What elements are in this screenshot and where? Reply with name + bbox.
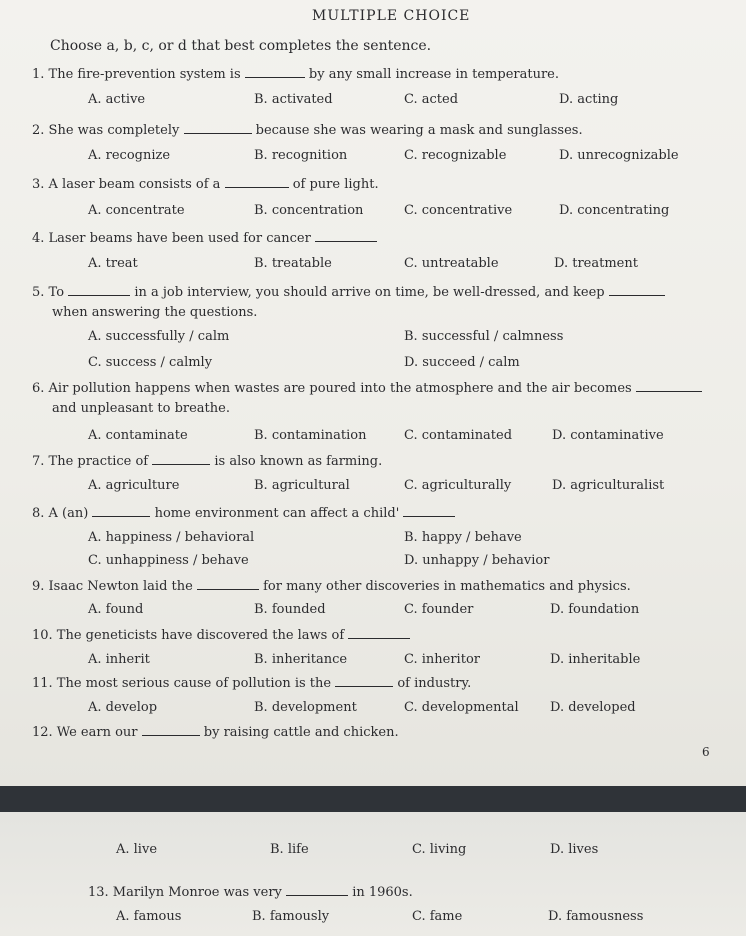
page-divider-bar (0, 786, 746, 812)
option-c[interactable]: C. inheritor (404, 652, 480, 667)
option-c[interactable]: C. founder (404, 602, 474, 617)
answer-blank[interactable] (315, 230, 377, 242)
option-d[interactable]: D. unhappy / behavior (404, 553, 550, 568)
answer-blank[interactable] (286, 884, 348, 896)
option-b[interactable]: B. founded (254, 602, 326, 617)
answer-blank[interactable] (335, 675, 393, 687)
question-11: 11. The most serious cause of pollution is the of industry. (32, 676, 472, 691)
option-d[interactable]: D. concentrating (559, 203, 670, 218)
answer-blank[interactable] (142, 724, 200, 736)
option-d[interactable]: D. succeed / calm (404, 355, 520, 370)
option-b[interactable]: B. recognition (254, 148, 348, 163)
question-1: 1. The fire-prevention system is by any small increase in temperature. (32, 67, 559, 82)
option-a[interactable]: A. concentrate (88, 203, 185, 218)
option-d[interactable]: D. lives (550, 842, 599, 857)
option-c[interactable]: C. untreatable (404, 256, 499, 271)
answer-blank[interactable] (225, 176, 289, 188)
option-a[interactable]: A. contaminate (88, 428, 188, 443)
option-d[interactable]: D. developed (550, 700, 636, 715)
option-a[interactable]: A. develop (88, 700, 158, 715)
option-a[interactable]: A. active (88, 92, 146, 107)
option-a[interactable]: A. famous (116, 909, 182, 924)
option-c[interactable]: C. living (412, 842, 467, 857)
option-b[interactable]: B. successful / calmness (404, 329, 564, 344)
option-b[interactable]: B. development (254, 700, 357, 715)
question-5-continued: when answering the questions. (52, 305, 258, 320)
option-d[interactable]: D. contaminative (552, 428, 664, 443)
answer-blank[interactable] (152, 453, 210, 465)
question-7: 7. The practice of is also known as farming. (32, 454, 383, 469)
option-b[interactable]: B. contamination (254, 428, 367, 443)
answer-blank[interactable] (68, 284, 130, 296)
option-b[interactable]: B. treatable (254, 256, 332, 271)
question-6: 6. Air pollution happens when wastes are poured into the atmosphere and the air becomes (32, 380, 702, 397)
option-b[interactable]: B. concentration (254, 203, 364, 218)
question-4: 4. Laser beams have been used for cancer (32, 230, 377, 247)
option-a[interactable]: A. successfully / calm (88, 329, 230, 344)
option-c[interactable]: C. fame (412, 909, 463, 924)
answer-blank[interactable] (184, 122, 252, 134)
question-2: 2. She was completely because she was wearing a mask and sunglasses. (32, 123, 583, 138)
option-d[interactable]: D. agriculturalist (552, 478, 665, 493)
option-d[interactable]: D. foundation (550, 602, 640, 617)
option-c[interactable]: C. contaminated (404, 428, 513, 443)
option-b[interactable]: B. activated (254, 92, 333, 107)
option-a[interactable]: A. live (116, 842, 158, 857)
answer-blank[interactable] (92, 505, 150, 517)
instruction-text: Choose a, b, c, or d that best completes the sentence. (50, 38, 432, 54)
question-9: 9. Isaac Newton laid the for many other discoveries in mathematics and physics. (32, 579, 631, 594)
answer-blank[interactable] (403, 505, 455, 517)
option-c[interactable]: C. recognizable (404, 148, 507, 163)
answer-blank[interactable] (636, 380, 702, 392)
answer-blank[interactable] (197, 578, 259, 590)
option-d[interactable]: D. famousness (548, 909, 644, 924)
option-c[interactable]: C. unhappiness / behave (88, 553, 249, 568)
answer-blank[interactable] (348, 627, 410, 639)
option-d[interactable]: D. acting (559, 92, 619, 107)
option-b[interactable]: B. famously (252, 909, 330, 924)
option-d[interactable]: D. inheritable (550, 652, 641, 667)
question-12: 12. We earn our by raising cattle and chicken. (32, 725, 399, 740)
page-number: 6 (702, 745, 710, 759)
option-a[interactable]: A. happiness / behavioral (88, 530, 255, 545)
question-10: 10. The geneticists have discovered the laws of (32, 627, 410, 644)
question-13: 13. Marilyn Monroe was very in 1960s. (88, 885, 413, 900)
answer-blank[interactable] (245, 66, 305, 78)
question-8: 8. A (an) home environment can affect a child' (32, 505, 455, 522)
option-b[interactable]: B. agricultural (254, 478, 350, 493)
option-c[interactable]: C. concentrative (404, 203, 513, 218)
question-3: 3. A laser beam consists of a of pure light. (32, 177, 379, 192)
section-title: MULTIPLE CHOICE (312, 8, 471, 24)
option-b[interactable]: B. happy / behave (404, 530, 522, 545)
option-c[interactable]: C. acted (404, 92, 459, 107)
option-b[interactable]: B. inheritance (254, 652, 348, 667)
option-d[interactable]: D. treatment (554, 256, 638, 271)
option-a[interactable]: A. inherit (88, 652, 150, 667)
option-a[interactable]: A. treat (88, 256, 138, 271)
option-d[interactable]: D. unrecognizable (559, 148, 679, 163)
question-6-continued: and unpleasant to breathe. (52, 401, 230, 416)
option-a[interactable]: A. agriculture (88, 478, 180, 493)
option-a[interactable]: A. recognize (88, 148, 171, 163)
answer-blank[interactable] (609, 284, 665, 296)
option-c[interactable]: C. success / calmly (88, 355, 213, 370)
option-c[interactable]: C. agriculturally (404, 478, 512, 493)
question-5: 5. To in a job interview, you should arrive on time, be well-dressed, and keep (32, 284, 665, 301)
option-b[interactable]: B. life (270, 842, 309, 857)
option-a[interactable]: A. found (88, 602, 144, 617)
option-c[interactable]: C. developmental (404, 700, 519, 715)
